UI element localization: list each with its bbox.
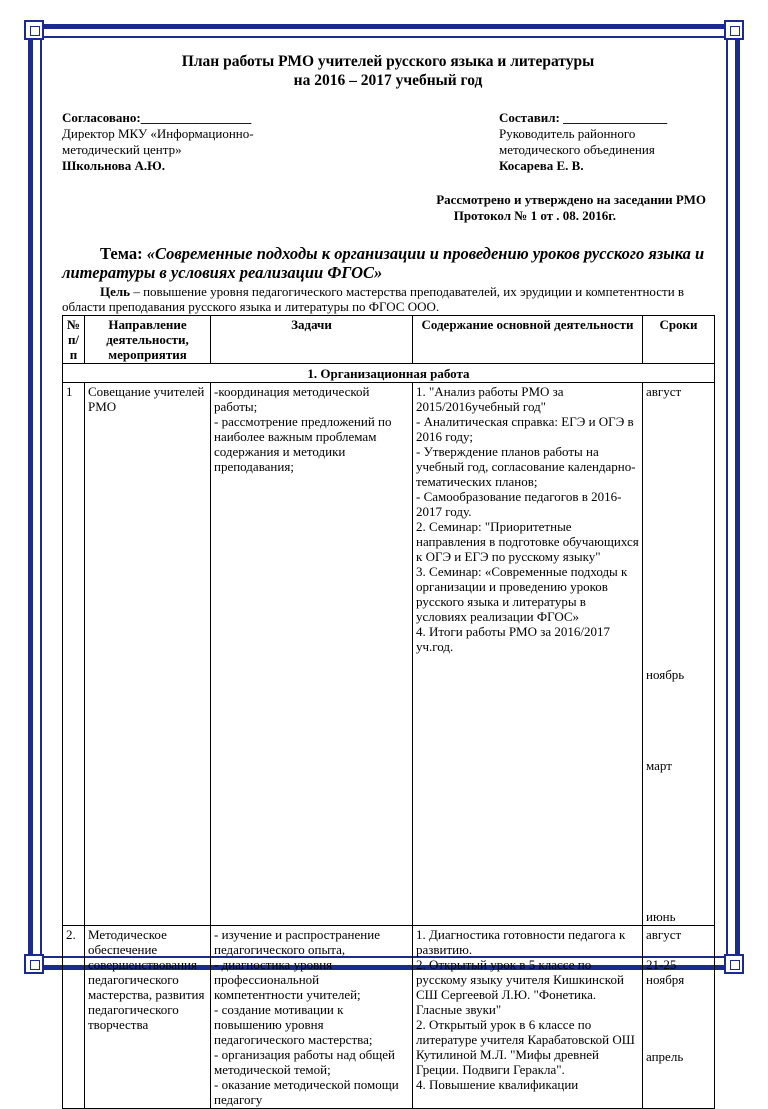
corner-ornament <box>24 20 44 40</box>
approved-label: Согласовано:_________________ <box>62 110 252 125</box>
goal-paragraph <box>62 284 714 314</box>
reviewed-block <box>62 192 714 224</box>
row-num: 1 <box>63 383 85 926</box>
corner-ornament <box>24 954 44 974</box>
header-direction: Направление деятельности, мероприятия <box>85 316 211 364</box>
header-tasks: Задачи <box>211 316 413 364</box>
row-tasks: - изучение и распространение педагогического опыта, - диагностика уровня профессиональной компетентности учителей; - создание мотивации к повышению уровня педагогического мастерства; - организация работы над общей методической темой; - оказание методической помощи педагогу <box>211 926 413 1109</box>
compiler-name: Косарева Е. В. <box>499 158 584 173</box>
approver-position-line2: методический центр» <box>62 142 182 157</box>
reviewed-line-1: Рассмотрено и утверждено на заседании РМО <box>436 192 706 207</box>
theme-paragraph <box>62 244 714 282</box>
theme-text: «Современные подходы к организации и проведению уроков русского языка и литературы в условиях реализации ФГОС» <box>62 244 705 282</box>
header-deadline: Сроки <box>643 316 715 364</box>
section-row <box>63 364 715 383</box>
protocol-line: Протокол № 1 от . 08. 2016г. <box>453 208 616 223</box>
deadline: апрель <box>646 1049 684 1064</box>
deadline: июнь <box>646 909 676 924</box>
header-num: № п/п <box>63 316 85 364</box>
row-direction: Совещание учителей РМО <box>85 383 211 926</box>
compiled-label: Составил: ________________ <box>499 110 668 125</box>
section-title: 1. Организационная работа <box>63 364 715 383</box>
approvals-block <box>62 110 714 174</box>
row-direction: Методическое обеспечение совершенствования педагогического мастерства, развития педагогического творчества <box>85 926 211 1109</box>
header-content: Содержание основной деятельности <box>413 316 643 364</box>
approver-position-line1: Директор МКУ «Информационно- <box>62 126 254 141</box>
row-num: 2. <box>63 926 85 1109</box>
row-content: 1. "Анализ работы РМО за 2015/2016учебный год" - Аналитическая справка: ЕГЭ и ОГЭ в 2016 году; - Утверждение планов работы на учебный год, согласование календарно-тематических планов; - Самообразование педагогов в 2016-2017 году. 2. Семинар: "Приоритетные направления в подготовке обучающихся к ОГЭ и ЕГЭ по русскому языку" 3. Семинар: «Современные подходы к организации и проведению уроков русского языка и литературы в условиях реализации ФГОС» 4. Итоги работы РМО за 2016/2017 уч.год. <box>413 383 643 926</box>
table-row <box>63 926 715 1109</box>
row-tasks: -координация методической работы; - рассмотрение предложений по наиболее важным проблемам содержания и методики преподавания; <box>211 383 413 926</box>
table-row <box>63 383 715 926</box>
corner-ornament <box>724 20 744 40</box>
corner-ornament <box>724 954 744 974</box>
compiler-position-line1: Руководитель районного <box>499 126 636 141</box>
table-header-row <box>63 316 715 364</box>
row-deadlines <box>643 926 715 1109</box>
deadline: август <box>646 384 682 399</box>
deadline: март <box>646 758 672 773</box>
approver-name: Школьнова А.Ю. <box>62 158 166 173</box>
row-deadlines <box>643 383 715 926</box>
goal-text: – повышение уровня педагогического мастерства преподавателей, их эрудиции и компетентности в области преподавания русского языка и литературы по ФГОС ООО. <box>62 284 685 314</box>
row-content: 1. Диагностика готовности педагога к развитию. 2. Открытый урок в 5 классе по русскому языку учителя Кишкинской СШ Сергеевой Л.Ю. "Фонетика. Гласные звуки" 2. Открытый урок в 6 классе по литературе учителя Карабатовской ОШ Кутилиной М.Л. "Мифы древней Греции. Подвиги Геракла". 4. Повышение квалификации <box>413 926 643 1109</box>
title-line-2: на 2016 – 2017 учебный год <box>293 72 483 89</box>
deadline: ноябрь <box>646 667 685 682</box>
approval-right <box>499 110 714 174</box>
document-body <box>62 48 714 1109</box>
goal-label: Цель <box>100 284 131 299</box>
approval-left <box>62 110 322 174</box>
compiler-position-line2: методического объединения <box>499 142 655 157</box>
deadline: 21-25 ноября <box>646 957 685 987</box>
deadline: август <box>646 927 682 942</box>
plan-table <box>62 315 715 1109</box>
theme-label: Тема: <box>100 244 147 263</box>
document-title <box>62 52 714 90</box>
title-line-1: План работы РМО учителей русского языка и литературы <box>181 53 595 70</box>
